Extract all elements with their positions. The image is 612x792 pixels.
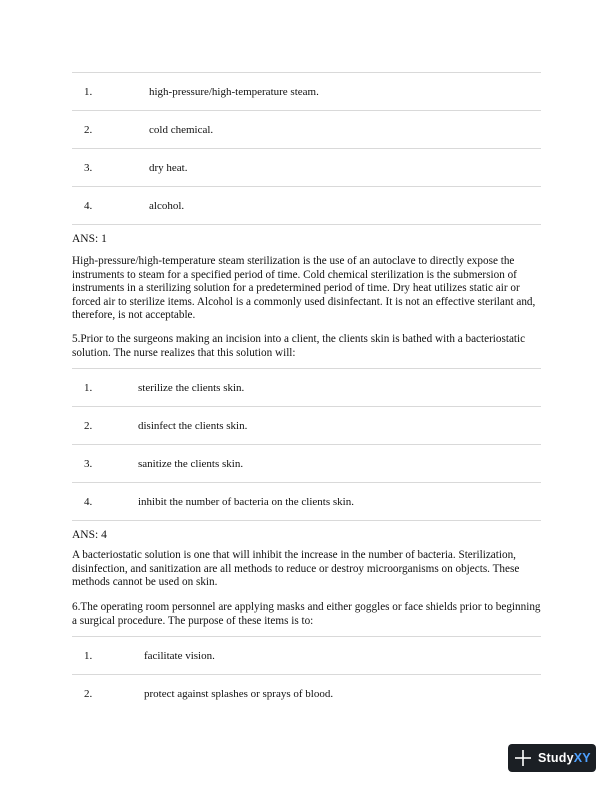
q5-answer: ANS: 4 bbox=[72, 529, 107, 541]
option-number: 3. bbox=[84, 458, 93, 470]
q6-option-2 bbox=[72, 675, 541, 712]
q4-option-1 bbox=[72, 73, 541, 111]
option-number: 2. bbox=[84, 124, 93, 136]
studyxy-badge[interactable] bbox=[508, 744, 596, 772]
option-text: high-pressure/high-temperature steam. bbox=[149, 86, 319, 98]
q4-options-table bbox=[72, 72, 541, 225]
q5-option-1 bbox=[72, 369, 541, 407]
q6-question: 6.The operating room personnel are applying masks and either goggles or face shields prior to beginning a surgical procedure. The purpose of these items is to: bbox=[72, 601, 541, 627]
q4-rationale: High-pressure/high-temperature steam sterilization is the use of an autoclave to directly expose the instruments to steam for a specified period of time. Cold chemical sterilization is the submersion of instruments in a sterilizing solution for a predetermined period of time. Dry heat utilizes static air or forced air to sterilize items. Alcohol is a commonly used disinfectant. It is not an effective sterilant and, therefore, is not acceptable. bbox=[72, 255, 536, 322]
q5-rationale: A bacteriostatic solution is one that will inhibit the increase in the number of bacteria. Sterilization, disinfection, and sanitization are all methods to reduce or destroy microorganisms on objects. These methods cannot be used on skin. bbox=[72, 549, 520, 589]
option-number: 1. bbox=[84, 382, 93, 394]
q4-answer: ANS: 1 bbox=[72, 233, 107, 245]
option-text: protect against splashes or sprays of blood. bbox=[144, 688, 334, 700]
q5-option-4 bbox=[72, 483, 541, 521]
q4-option-2 bbox=[72, 111, 541, 149]
option-number: 4. bbox=[84, 496, 93, 508]
option-text: dry heat. bbox=[149, 162, 188, 174]
q4-option-4 bbox=[72, 187, 541, 225]
q6-option-1 bbox=[72, 637, 541, 675]
q5-option-3 bbox=[72, 445, 541, 483]
option-number: 1. bbox=[84, 86, 93, 98]
option-number: 2. bbox=[84, 420, 93, 432]
option-number: 1. bbox=[84, 650, 93, 662]
q5-options-table bbox=[72, 368, 541, 521]
option-text: inhibit the number of bacteria on the clients skin. bbox=[138, 496, 354, 508]
option-number: 4. bbox=[84, 200, 93, 212]
option-number: 3. bbox=[84, 162, 93, 174]
option-text: sanitize the clients skin. bbox=[138, 458, 244, 470]
option-text: disinfect the clients skin. bbox=[138, 420, 248, 432]
brand-main: Study bbox=[538, 751, 574, 765]
q4-option-3 bbox=[72, 149, 541, 187]
q6-options-table bbox=[72, 636, 541, 712]
option-text: facilitate vision. bbox=[144, 650, 215, 662]
option-text: cold chemical. bbox=[149, 124, 214, 136]
q5-question: 5.Prior to the surgeons making an incision into a client, the clients skin is bathed with a bacteriostatic solution. The nurse realizes that this solution will: bbox=[72, 333, 526, 359]
option-number: 2. bbox=[84, 688, 93, 700]
brand-wordmark bbox=[538, 751, 591, 765]
plus-icon bbox=[514, 749, 532, 767]
brand-accent: XY bbox=[573, 751, 591, 765]
option-text: sterilize the clients skin. bbox=[138, 382, 245, 394]
q5-option-2 bbox=[72, 407, 541, 445]
option-text: alcohol. bbox=[149, 200, 185, 212]
